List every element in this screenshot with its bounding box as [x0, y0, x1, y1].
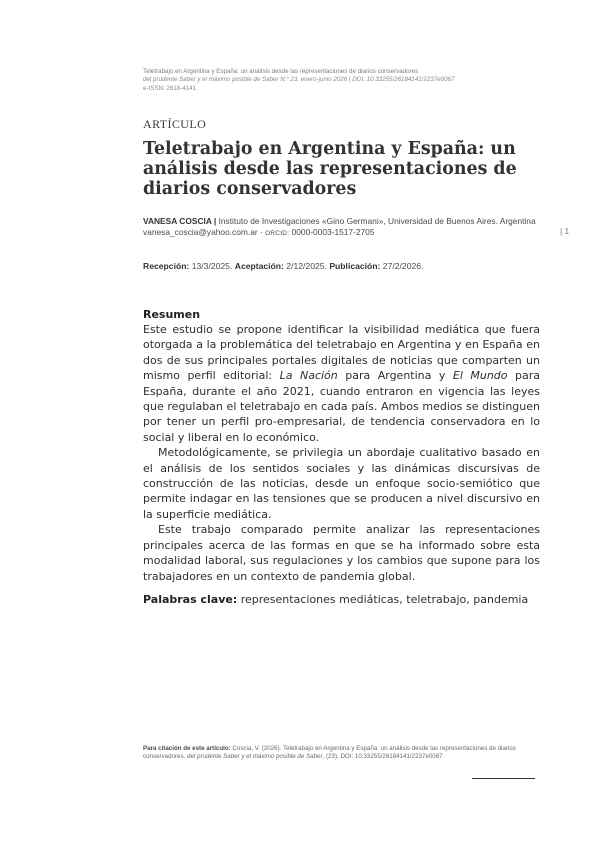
newspaper-la-nacion: La Nación [279, 369, 338, 383]
abstract [143, 308, 540, 607]
citation-note: Para citación de este artículo: Coscia, V. (2026). Teletrabajo en Argentina y España: un análisis desde las representaciones de diarios conservadores. del prudente Saber y el máximo posible de Saber, (23). DOI: 10.33255/26184141/2237e0067 [143, 745, 516, 761]
running-head-journal: del prudente Saber y el máximo posible de Saber N.º 23, enero-junio 2026 | DOI: 10.33255/26184141/2237e0067 [143, 76, 455, 84]
acceptance-date: 2/12/2025. [283, 261, 330, 271]
author-name: VANESA COSCIA [143, 216, 212, 226]
author-block [143, 216, 543, 239]
keywords-label: Palabras clave: [143, 592, 238, 606]
orcid-id[interactable]: 0000-0003-1517-2705 [289, 227, 375, 238]
keywords-list: representaciones mediáticas, teletrabajo, pandemia [237, 592, 529, 606]
running-head-title: Teletrabajo en Argentina y España: un análisis desde las representaciones de diarios conservadores [143, 68, 419, 75]
orcid-label: ORCID: [265, 230, 290, 238]
abstract-paragraph-1: Este estudio se propone identificar la visibilidad mediática que fuera otorgada a la problemática del teletrabajo en Argentina y en España en dos de sus principales portales digitales de noticias que comparten un mismo perfil editorial: La Nación para Argentina y El Mundo para España, durante el año 2021, cuando entraron en vigencia las leyes que regulaban el teletrabajo en cada país. Ambos medios se distinguen por tener un perfil pro-empresarial, de tendencia conservadora en lo social y liberal en lo económico. [143, 323, 541, 444]
publication-date: 27/2/2026. [380, 261, 424, 271]
newspaper-el-mundo: El Mundo [452, 369, 508, 383]
author-affiliation: Instituto de Investigaciones «Gino Germani», Universidad de Buenos Aires. Argentina [218, 216, 536, 226]
author-contact: vanesa_coscia@yahoo.com.ar · ORCID: 0000-0003-1517-2705 [143, 227, 375, 238]
author-line: VANESA COSCIA | Instituto de Investigaciones «Gino Germani», Universidad de Buenos Aires. Argentina [143, 216, 536, 226]
author-email[interactable]: vanesa_coscia@yahoo.com.ar [143, 227, 258, 238]
abstract-paragraph-3: Este trabajo comparado permite analizar las representaciones principales acerca de las formas en que se ha informado sobre esta modalidad laboral, sus regulaciones y los cambios que supone para los trabajadores en un contexto de pandemia global. [143, 523, 540, 583]
page-number: | 1 [560, 226, 570, 236]
abstract-paragraph-2: Metodológicamente, se privilegia un abordaje cualitativo basado en el análisis de los sentidos sociales y las dinámicas discursivas de construcción de las noticias, desde un enfoque socio-semiótico que permite indagar en las tensiones que se producen a nivel discursivo en la superficie mediática. [143, 446, 540, 521]
running-head [143, 68, 523, 93]
footer-rule [472, 778, 535, 779]
section-label: ARTÍCULO [143, 117, 207, 131]
running-head-issn: e-ISSN: 2618-4141 [143, 84, 196, 92]
keywords [143, 592, 540, 607]
abstract-heading: Resumen [143, 308, 201, 321]
reception-date: 13/3/2025. [189, 261, 235, 271]
acceptance-label: Aceptación: [234, 261, 284, 271]
article-title: Teletrabajo en Argentina y España: un análisis desde las representaciones de diarios conservadores [143, 139, 517, 200]
article-dates [143, 261, 423, 271]
reception-label: Recepción: [143, 261, 190, 271]
publication-label: Publicación: [329, 261, 381, 271]
citation-label: Para citación de este artículo: [143, 745, 231, 752]
